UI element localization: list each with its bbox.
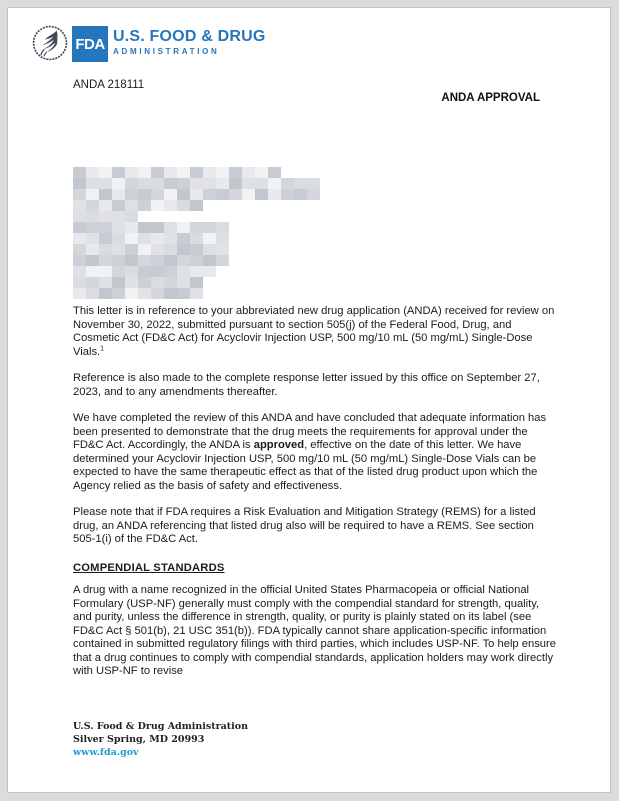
approved-emphasis: approved [253,439,305,451]
letter-body [73,305,557,692]
approval-type-label: ANDA APPROVAL [441,92,540,104]
hhs-eagle-logo [31,24,69,62]
footnote-mark: 1 [100,344,105,352]
redacted-address-block [73,167,320,299]
fda-wordmark-line1: U.S. FOOD & DRUG [113,28,266,45]
paragraph-reference [73,305,557,359]
fda-logo: FDA [72,26,108,62]
fda-website-link[interactable]: www.fda.gov [73,747,139,758]
fda-wordmark [113,28,266,57]
application-number: ANDA 218111 [73,79,145,91]
paragraph-compendial: A drug with a name recognized in the official United States Pharmacopeia or official National Formulary (USP-NF) generally must comply with the compendial standard for strength, quality, and purity, unless the difference in strength, quality, or purity is plainly stated on its label (see FD&C Act § 501(b), 21 USC 351(b)). FDA typically cannot share application-specific information contained in submitted regulatory filings with third parties, which includes USP-NF. To help ensure that a drug continues to comply with compendial standards, application holders may work directly with USP-NF to revise [73,584,556,677]
footer-agency-name: U.S. Food & Drug Administration [73,721,249,732]
paragraph-reference-text: This letter is in reference to your abbreviated new drug application (ANDA) received for review on November 30, 2022, submitted pursuant to section 505(j) of the Federal Food, Drug, and Cosmetic Act (FD&C Act) for Acyclovir Injection USP, 500 mg/10 mL (50 mg/mL) Single-Dose Vials. [73,305,555,358]
approval-text-before: We have completed the review of this ANDA and have concluded that adequate information has been presented to demonstrate that the drug meets the requirements for approval under the FD&C Act. Accordingly, the ANDA is [73,412,547,451]
paragraph-rems: Please note that if FDA requires a Risk Evaluation and Mitigation Strategy (REMS) for a listed drug, an ANDA referencing that listed drug also will be required to have a REMS. See section 505-1(i) of the FD&C Act. [73,506,536,545]
section-heading-compendial-standards: COMPENDIAL STANDARDS [73,561,225,574]
letter-page [7,7,611,793]
paragraph-approval [73,412,557,493]
page-footer [73,721,248,760]
footer-agency-address: Silver Spring, MD 20993 [73,733,205,745]
paragraph-complete-response: Reference is also made to the complete response letter issued by this office on September 27, 2023, and to any amendments thereafter. [73,372,540,398]
approval-text-after: , effective on the date of this letter. We have determined your Acyclovir Injection USP, 500 mg/10 mL (50 mg/mL) Single-Dose Vials can be expected to have the same therapeutic effect as that of the listed drug product upon which the Agency relied as the basis of safety and effectiveness. [73,439,538,492]
fda-wordmark-line2: ADMINISTRATION [113,47,220,56]
agency-logo-row [31,24,266,62]
